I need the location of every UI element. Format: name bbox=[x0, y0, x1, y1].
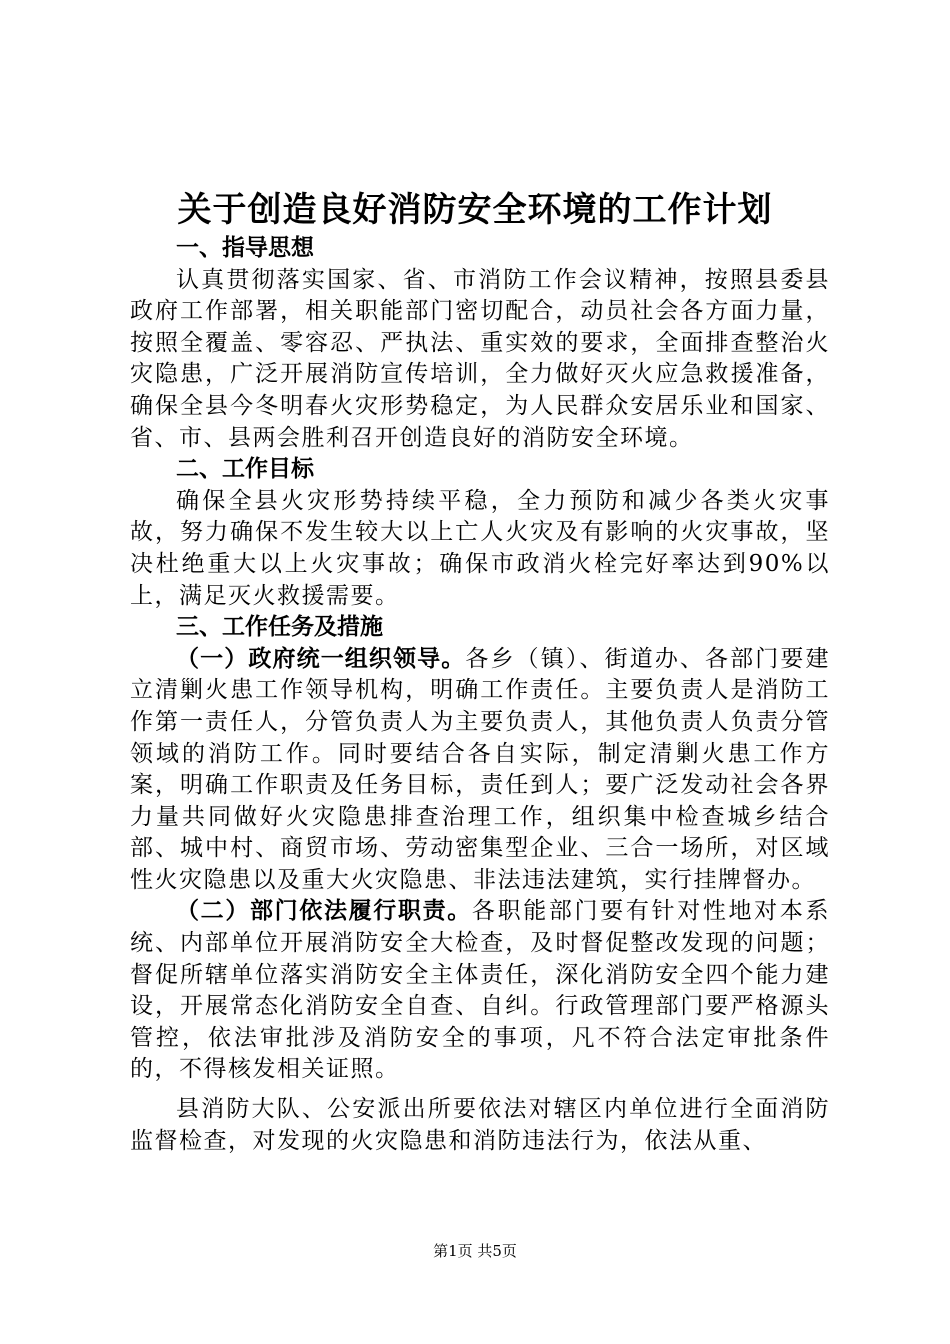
paragraph-guiding-ideology: 认真贯彻落实国家、省、市消防工作会议精神，按照县委县政府工作部署，相关职能部门密切配合，动员社会各方面力量，按照全覆盖、零容忍、严执法、重实效的要求，全面排查整治火灾隐患，广泛开展消防宣传培训，全力做好灭火应急救援准备，确保全县今冬明春火灾形势稳定，为人民群众安居乐业和国家、省、市、县两会胜利召开创造良好的消防安全环境。 bbox=[130, 266, 830, 451]
subheading-government-leadership: （一）政府统一组织领导。 bbox=[176, 645, 466, 672]
section-heading-work-goals: 二、工作目标 bbox=[176, 456, 314, 483]
subheading-department-duties: （二）部门依法履行职责。 bbox=[176, 898, 472, 925]
document-body bbox=[130, 233, 830, 1157]
text-department-duties: 各职能部门要有针对性地对本系统、内部单位开展消防安全大检查，及时督促整改发现的问题；督促所辖单位落实消防安全主体责任，深化消防安全四个能力建设，开展常态化消防安全自查、自纠。行政管理部门要严格源头管控，依法审批涉及消防安全的事项，凡不符合法定审批条件的，不得核发相关证照。 bbox=[130, 898, 831, 1083]
document-title: 关于创造良好消防安全环境的工作计划 bbox=[177, 190, 773, 230]
paragraph-government-leadership bbox=[130, 644, 830, 897]
page-number-footer: 第1页 共5页 bbox=[433, 1242, 517, 1260]
section-heading-tasks-and-measures: 三、工作任务及措施 bbox=[176, 614, 383, 641]
paragraph-department-duties bbox=[130, 896, 830, 1086]
paragraph-fire-brigade-inspection: 县消防大队、公安派出所要依法对辖区内单位进行全面消防监督检查，对发现的火灾隐患和消防违法行为，依法从重、 bbox=[130, 1096, 830, 1154]
text-government-leadership: 各乡（镇）、街道办、各部门要建立清剿火患工作领导机构，明确工作责任。主要负责人是消防工作第一责任人，分管负责人为主要负责人，其他负责人负责分管领域的消防工作。同时要结合各自实际，制定清剿火患工作方案，明确工作职责及任务目标，责任到人；要广泛发动社会各界力量共同做好火灾隐患排查治理工作，组织集中检查城乡结合部、城中村、商贸市场、劳动密集型企业、三合一场所，对区域性火灾隐患以及重大火灾隐患、非法违法建筑，实行挂牌督办。 bbox=[130, 645, 831, 893]
paragraph-work-goals: 确保全县火灾形势持续平稳，全力预防和减少各类火灾事故，努力确保不发生较大以上亡人火灾及有影响的火灾事故，坚决杜绝重大以上火灾事故；确保市政消火栓完好率达到90%以上，满足灭火救援需要。 bbox=[130, 487, 830, 609]
section-heading-guiding-ideology: 一、指导思想 bbox=[176, 235, 314, 261]
